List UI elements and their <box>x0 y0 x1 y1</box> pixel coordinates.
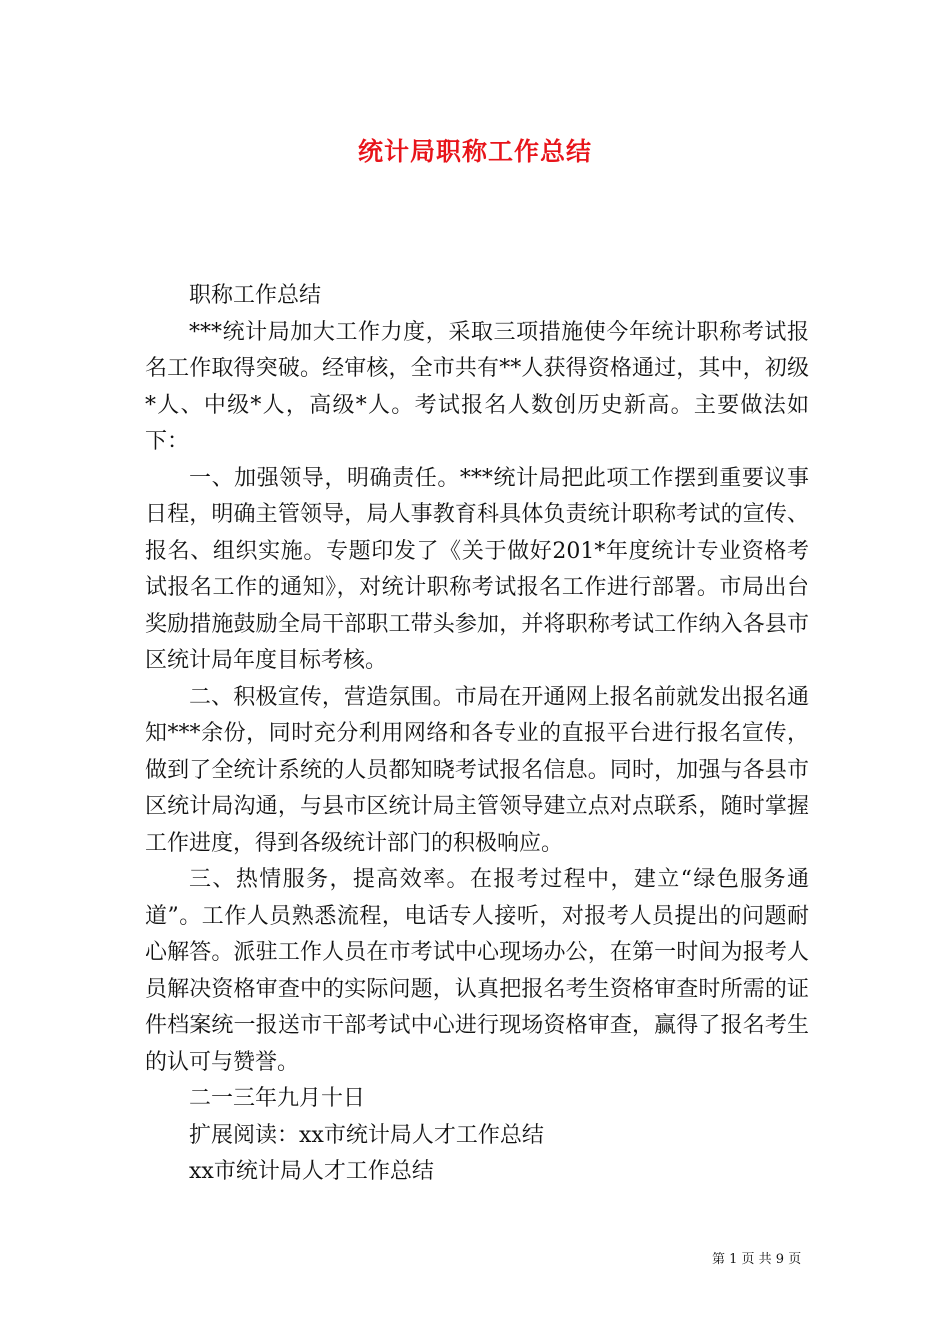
section-three-paragraph: 三、热情服务，提高效率。在报考过程中，建立“绿色服务通道”。工作人员熟悉流程，电话专人接听，对报考人员提出的问题耐心解答。派驻工作人员在市考试中心现场办公，在第一时间为报考人员解决资格审查中的实际问题，认真把报名考生资格审查时所需的证件档案统一报送市干部考试中心进行现场资格审查，赢得了报名考生的认可与赞誉。 <box>145 867 809 1075</box>
subtitle-paragraph: 职称工作总结 <box>189 283 322 308</box>
section-one-paragraph: 一、加强领导，明确责任。***统计局把此项工作摆到重要议事日程，明确主管领导，局人事教育科具体负责统计职称考试的宣传、报名、组织实施。专题印发了《关于做好201*年度统计专业资格考试报名工作的通知》，对统计职称考试报名工作进行部署。市局出台奖励措施鼓励全局干部职工带头参加，并将职称考试工作纳入各县市区统计局年度目标考核。 <box>145 465 809 673</box>
document-body <box>145 278 809 1191</box>
extended-reading-line: 扩展阅读：xx市统计局人才工作总结 <box>189 1122 544 1148</box>
page-number: 第 1 页 共 9 页 <box>712 1252 802 1267</box>
section-two-paragraph: 二、积极宣传，营造氛围。市局在开通网上报名前就发出报名通知***余份，同时充分利用网络和各专业的直报平台进行报名宣传，做到了全统计系统的人员都知晓考试报名信息。同时，加强与各县市区统计局沟通，与县市区统计局主管领导建立点对点联系，随时掌握工作进度，得到各级统计部门的积极响应。 <box>145 684 809 856</box>
intro-paragraph: ***统计局加大工作力度，采取三项措施使今年统计职称考试报名工作取得突破。经审核，全市共有**人获得资格通过，其中，初级*人、中级*人，高级*人。考试报名人数创历史新高。主要做法如下： <box>145 319 809 454</box>
date-line: 二一三年九月十日 <box>189 1086 366 1111</box>
next-article-title: xx市统计局人才工作总结 <box>189 1159 434 1184</box>
document-title: 统计局职称工作总结 <box>357 137 592 166</box>
